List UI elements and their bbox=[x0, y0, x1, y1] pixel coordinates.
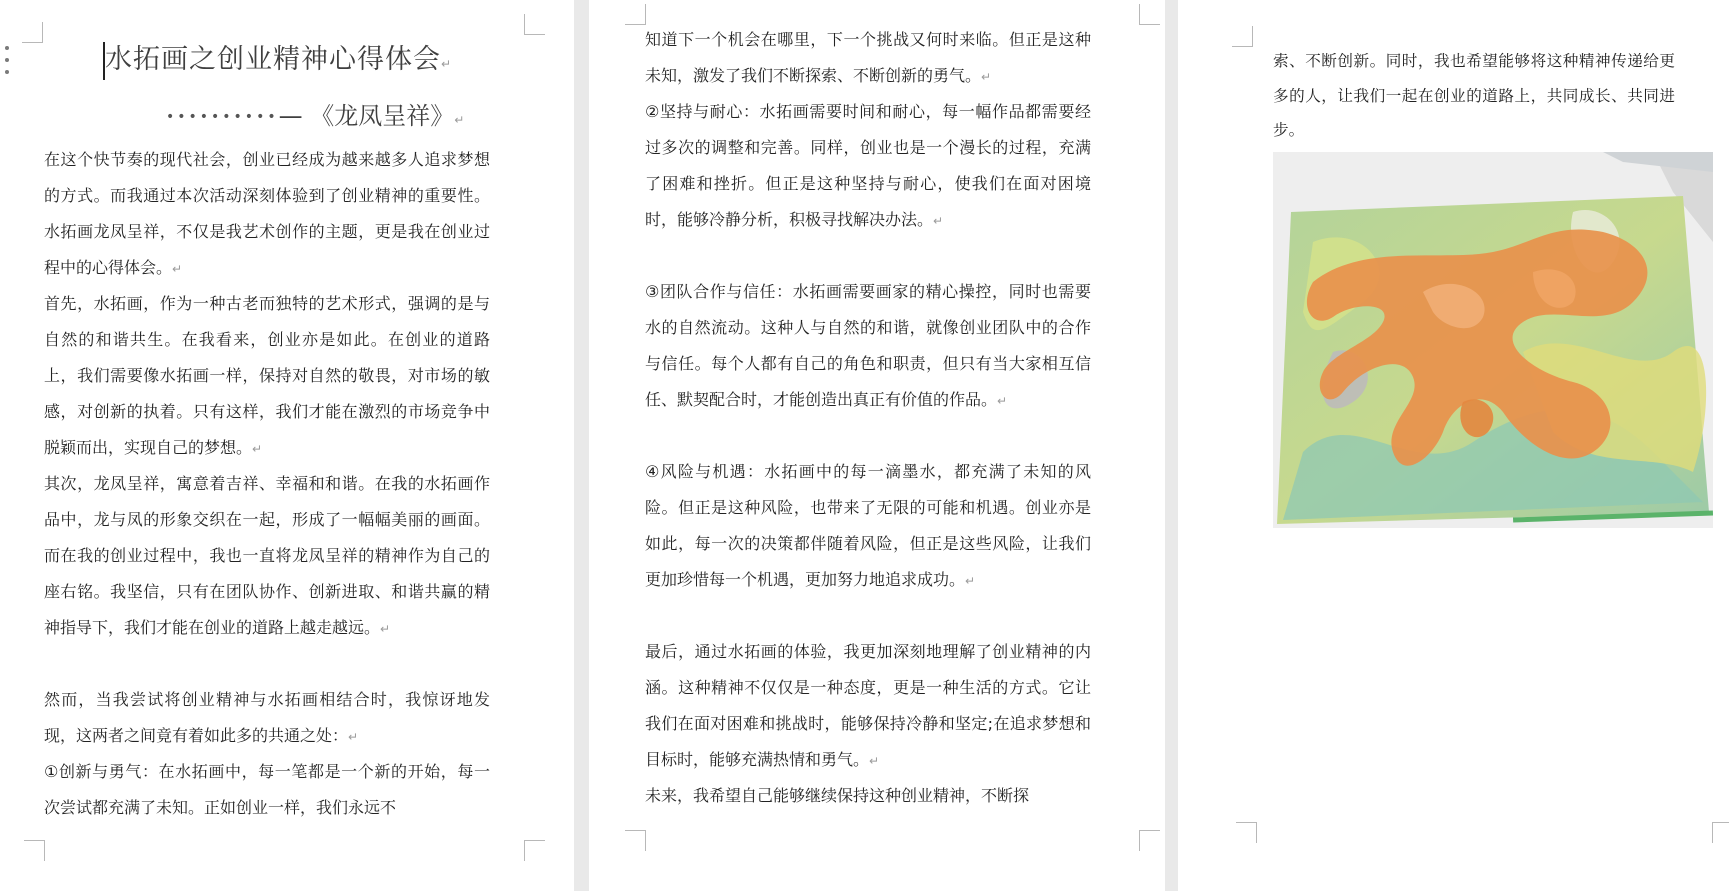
paragraph-mark: ↵ bbox=[380, 622, 391, 636]
crop-mark bbox=[625, 4, 646, 25]
paragraph-mark: ↵ bbox=[997, 394, 1008, 408]
paragraph-text: ②坚持与耐心：水拓画需要时间和耐心，每一幅作品都需要经过多次的调整和完善。同样，创业也是一个漫长的过程，充满了困难和挫折。但正是这种坚持与耐心，使我们在面对困境时，能够冷静分析，积极寻找解决办法。 bbox=[645, 102, 1091, 229]
paragraph-text: 知道下一个机会在哪里，下一个挑战又何时来临。但正是这种未知，激发了我们不断探索、不断创新的勇气。 bbox=[645, 30, 1091, 85]
document-subtitle[interactable] bbox=[166, 98, 546, 138]
paragraph-mark: ↵ bbox=[869, 754, 880, 768]
crop-mark bbox=[22, 22, 43, 43]
crop-mark bbox=[1712, 822, 1729, 843]
paragraph-text: ①创新与勇气：在水拓画中，每一笔都是一个新的开始，每一次尝试都充满了未知。正如创业一样，我们永远不 bbox=[44, 762, 490, 817]
paragraph-text: 索、不断创新。同时，我也希望能够将这种精神传递给更多的人，让我们一起在创业的道路上，共同成长、共同进步。 bbox=[1273, 52, 1675, 139]
paragraph[interactable] bbox=[44, 286, 490, 467]
crop-mark bbox=[1139, 4, 1160, 25]
document-page-3 bbox=[1178, 0, 1729, 891]
paragraph[interactable] bbox=[645, 778, 1091, 814]
crop-mark bbox=[524, 14, 545, 35]
crop-mark bbox=[1232, 26, 1253, 47]
paragraph-mark: ↵ bbox=[981, 70, 992, 84]
paragraph-text: 首先，水拓画，作为一种古老而独特的艺术形式，强调的是与自然的和谐共生。在我看来，创业亦是如此。在创业的道路上，我们需要像水拓画一样，保持对自然的敬畏，对市场的敏感，对创新的执着。只有这样，我们才能在激烈的市场竞争中脱颖而出，实现自己的梦想。 bbox=[44, 294, 490, 457]
marbling-painting-image bbox=[1273, 152, 1713, 528]
paragraph-text: 最后，通过水拓画的体验，我更加深刻地理解了创业精神的内涵。这种精神不仅仅是一种态度，更是一种生活的方式。它让我们在面对困难和挑战时，能够保持冷静和坚定;在追求梦想和目标时，能够充满热情和勇气。 bbox=[645, 642, 1091, 769]
paragraph-mark: ↵ bbox=[965, 574, 976, 588]
document-title[interactable] bbox=[105, 40, 505, 84]
crop-mark bbox=[524, 840, 545, 861]
crop-mark bbox=[1236, 822, 1257, 843]
paragraph-text: 未来，我希望自己能够继续保持这种创业精神，不断探 bbox=[645, 786, 1030, 805]
paragraph-mark: ↵ bbox=[454, 113, 465, 127]
paragraph-mark: ↵ bbox=[172, 262, 183, 276]
document-title-text: 水拓画之创业精神心得体会 bbox=[105, 44, 441, 75]
document-page-2 bbox=[589, 0, 1165, 891]
paragraph-mark: ↵ bbox=[441, 57, 453, 71]
subtitle-dots: •••••••••• bbox=[166, 109, 279, 125]
paragraph-text: 然而，当我尝试将创业精神与水拓画相结合时，我惊讶地发现，这两者之间竟有着如此多的共通之处： bbox=[44, 690, 490, 745]
paragraph-mark: ↵ bbox=[252, 442, 263, 456]
paragraph[interactable] bbox=[645, 634, 1091, 779]
paragraph-text: 在这个快节奏的现代社会，创业已经成为越来越多人追求梦想的方式。而我通过本次活动深刻体验到了创业精神的重要性。水拓画龙凤呈祥，不仅是我艺术创作的主题，更是我在创业过程中的心得体会。 bbox=[44, 150, 490, 277]
crop-mark bbox=[625, 830, 646, 851]
paragraph-mark: ↵ bbox=[933, 214, 944, 228]
paragraph[interactable] bbox=[44, 682, 490, 755]
crop-mark bbox=[1139, 830, 1160, 851]
paragraph[interactable] bbox=[44, 754, 490, 826]
paragraph[interactable] bbox=[1273, 44, 1675, 148]
drag-handle-icon[interactable] bbox=[3, 46, 11, 74]
paragraph[interactable] bbox=[645, 274, 1091, 419]
paragraph-mark: ↵ bbox=[348, 730, 359, 744]
paragraph-text: ③团队合作与信任：水拓画需要画家的精心操控，同时也需要水的自然流动。这种人与自然的和谐，就像创业团队中的合作与信任。每个人都有自己的角色和职责，但只有当大家相互信任、默契配合时，才能创造出真正有价值的作品。 bbox=[645, 282, 1091, 409]
paragraph[interactable] bbox=[645, 22, 1091, 95]
artwork-photo[interactable] bbox=[1273, 152, 1713, 528]
paragraph[interactable] bbox=[44, 466, 490, 647]
paragraph[interactable] bbox=[44, 142, 490, 287]
subtitle-text: — 《龙凤呈祥》 bbox=[278, 102, 455, 130]
paragraph-text: ④风险与机遇：水拓画中的每一滴墨水，都充满了未知的风险。但正是这种风险，也带来了无限的可能和机遇。创业亦是如此，每一次的决策都伴随着风险，但正是这些风险，让我们更加珍惜每一个机遇，更加努力地追求成功。 bbox=[645, 462, 1091, 589]
paragraph[interactable] bbox=[645, 454, 1091, 599]
paragraph[interactable] bbox=[645, 94, 1091, 239]
crop-mark bbox=[24, 840, 45, 861]
paragraph-text: 其次，龙凤呈祥，寓意着吉祥、幸福和和谐。在我的水拓画作品中，龙与凤的形象交织在一起，形成了一幅幅美丽的画面。而在我的创业过程中，我也一直将龙凤呈祥的精神作为自己的座右铭。我坚信，只有在团队协作、创新进取、和谐共赢的精神指导下，我们才能在创业的道路上越走越远。 bbox=[44, 474, 490, 637]
document-page-1 bbox=[0, 0, 574, 891]
